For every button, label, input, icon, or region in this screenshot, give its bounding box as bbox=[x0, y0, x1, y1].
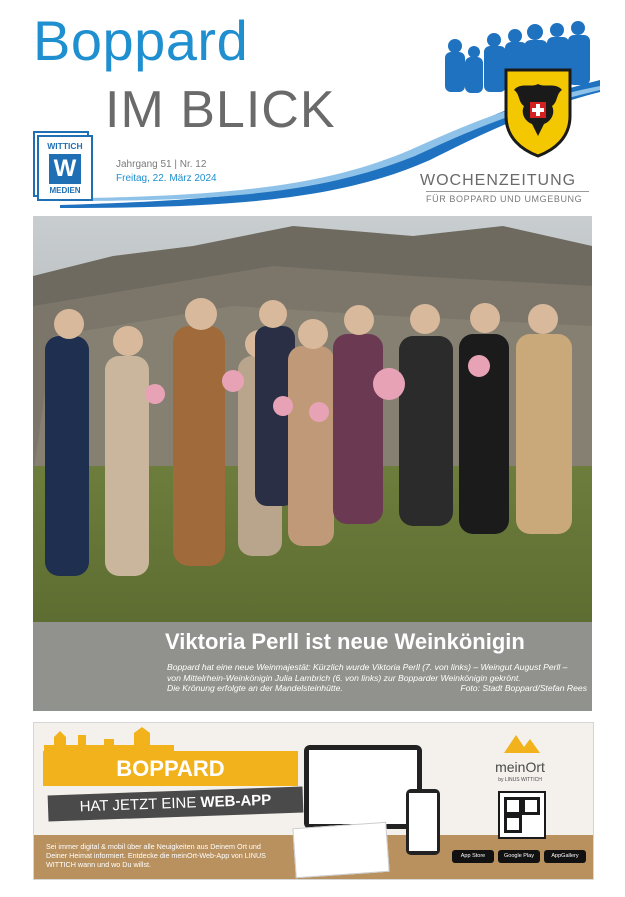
issue-info bbox=[116, 158, 217, 186]
google-play-badge[interactable]: Google Play bbox=[498, 850, 540, 863]
ad-banner-sub-bold: WEB-APP bbox=[200, 791, 272, 812]
store-badges bbox=[452, 850, 588, 863]
masthead-title-line2: IM BLICK bbox=[105, 81, 336, 139]
tablet-mockup bbox=[304, 745, 422, 829]
caption-line-3 bbox=[167, 683, 587, 694]
meinort-logo-icon bbox=[502, 731, 542, 755]
issue-date: Freitag, 22. März 2024 bbox=[116, 173, 217, 184]
cover-caption bbox=[167, 662, 587, 694]
logo-w-mark: W bbox=[49, 154, 81, 184]
paper-subtitle: FÜR BOPPARD UND UMGEBUNG bbox=[426, 194, 583, 204]
issue-number: Jahrgang 51 | Nr. 12 bbox=[116, 159, 207, 170]
caption-line-1: Boppard hat eine neue Weinmajestät: Kürzlich wurde Viktoria Perll (7. von links) – Weingut August Perll – bbox=[167, 662, 568, 672]
phone-mockup bbox=[406, 789, 440, 855]
qr-marker bbox=[504, 797, 522, 815]
masthead-title-line1: Boppard bbox=[33, 9, 249, 72]
qr-code[interactable] bbox=[498, 791, 546, 839]
paper-divider bbox=[426, 191, 589, 192]
logo-bottom-text: MEDIEN bbox=[49, 186, 81, 195]
ad-body-text: Sei immer digital & mobil über alle Neuigkeiten aus Deinem Ort und Deiner Heimat informiert. Entdecke die meinOrt-Web-App von LINUS WITTICH wann und wo Du willst. bbox=[46, 842, 266, 869]
coat-of-arms-icon bbox=[502, 66, 574, 158]
ad-banner-sub bbox=[48, 787, 304, 822]
tablet-screen bbox=[309, 750, 417, 824]
caption-line-3-text: Die Krönung erfolgte an der Mandelsteinhütte. bbox=[167, 683, 343, 693]
web-app-advertisement[interactable] bbox=[33, 722, 594, 880]
app-gallery-badge[interactable]: AppGallery bbox=[544, 850, 586, 863]
app-store-badge[interactable]: App Store bbox=[452, 850, 494, 863]
cover-headline: Viktoria Perll ist neue Weinkönigin bbox=[165, 629, 525, 654]
qr-marker bbox=[504, 815, 522, 833]
newspaper-mockup bbox=[292, 822, 389, 878]
phone-screen bbox=[409, 793, 437, 851]
brand-sub: by LINUS WITTICH bbox=[498, 777, 542, 783]
ad-banner-sub-prefix: HAT JETZT EINE bbox=[79, 794, 201, 816]
brand-name: meinOrt bbox=[495, 759, 545, 775]
qr-marker bbox=[522, 797, 540, 815]
caption-line-2: von Mittelrhein-Weinkönigin Julia Lambrich (6. von links) zur Bopparder Weinkönigin gekrönt. bbox=[167, 672, 521, 683]
paper-type: WOCHENZEITUNG bbox=[420, 172, 577, 189]
wittich-medien-logo bbox=[33, 131, 95, 203]
photo-credit: Foto: Stadt Boppard/Stefan Rees bbox=[460, 683, 587, 693]
logo-top-text: WITTICH bbox=[47, 141, 83, 151]
ad-banner-title: BOPPARD bbox=[43, 751, 298, 786]
